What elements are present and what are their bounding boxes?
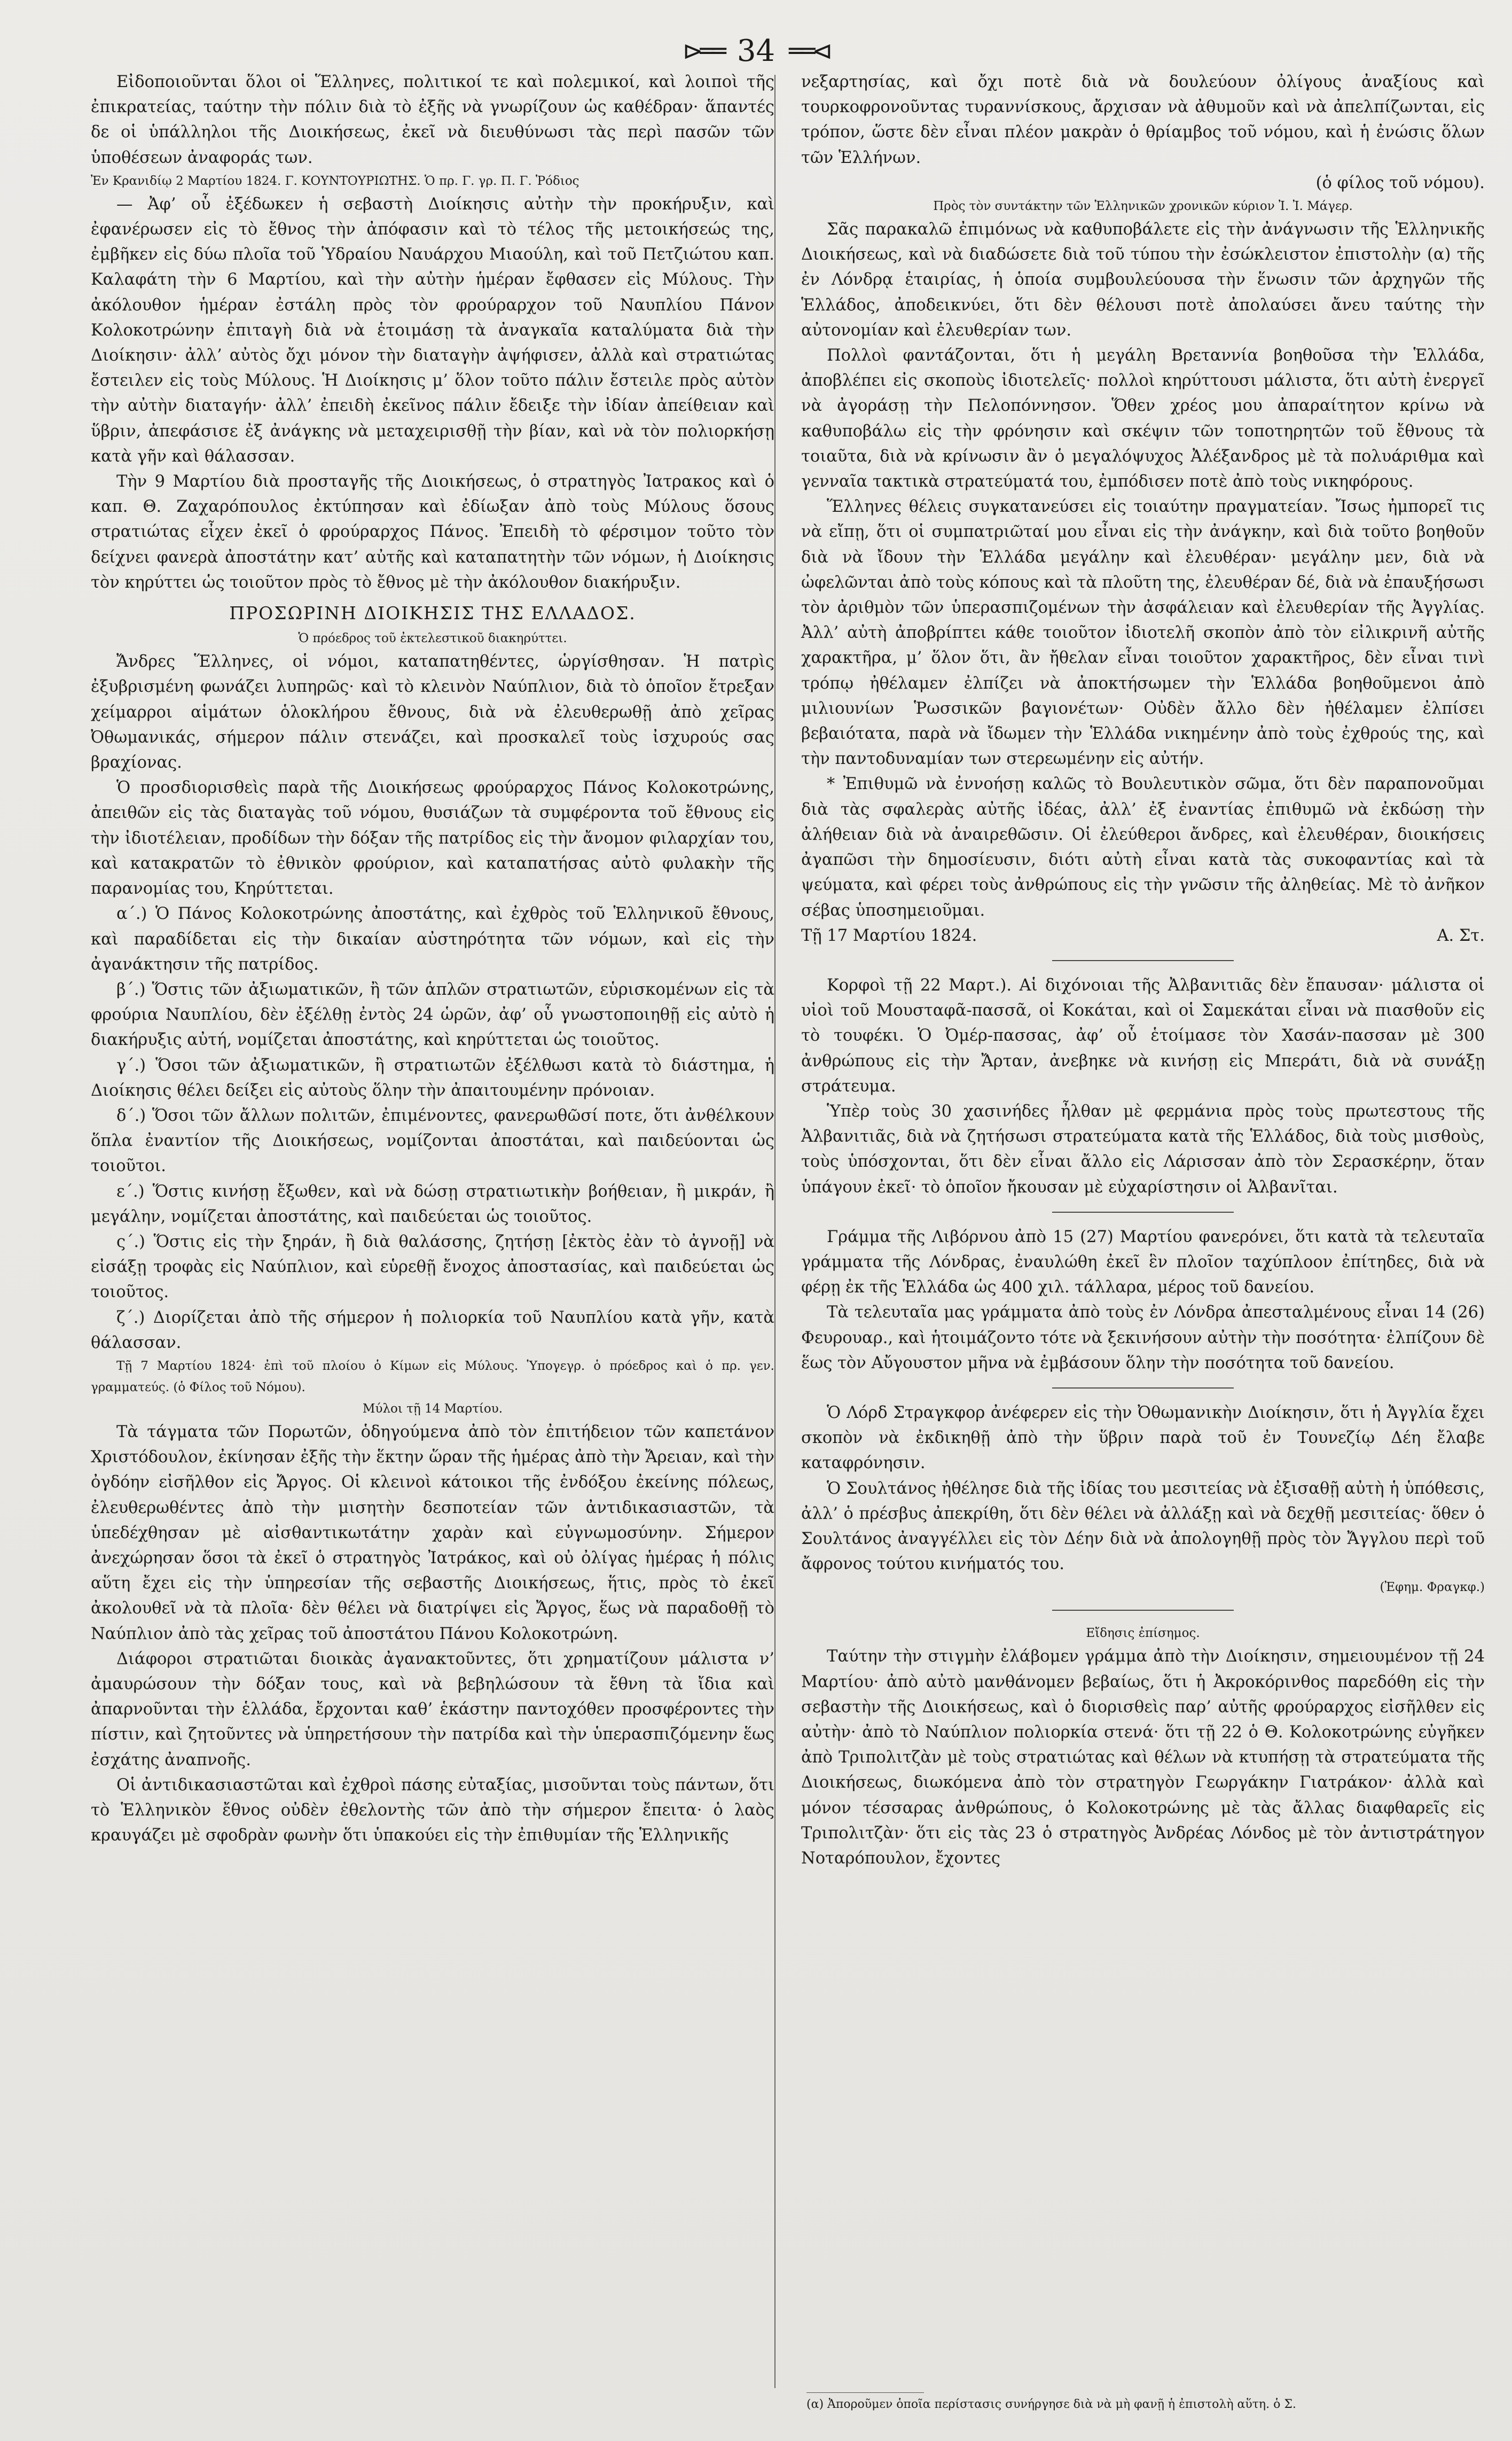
proclamation-heading: ΠΡΟΣΩΡΙΝΗ ΔΙΟΙΚΗΣΙΣ ΤΗΣ ΕΛΛΑΔΟΣ. xyxy=(229,603,636,624)
section-rule xyxy=(1052,960,1234,961)
left-paragraph-7: Διάφοροι στρατιῶται διοικὰς ἀγανακτοῦντες, ὅτι χρηματίζουν μάλιστα ν’ ἀμαυρώσουν τὴν δόξαν τους, καὶ νὰ βεβηλώσουν τὰ ἔθνη τὰ ἴδια καὶ ἀπαρνοῦνται τὴν ἑλλάδα, ἔρχονται καθ’ ἑκάστην παντοχόθεν προσφέροντες τὴν πίστιν, καὶ ζητοῦντες νὰ ὑπηρετήσουν τὴν πατρίδα καὶ τὴν ὑπερασπιζόμενην ἕως ἐσχάτης ἀναπνοῆς. xyxy=(91,1649,774,1769)
letter-title: Πρὸς τὸν συντάκτην τῶν Ἑλληνικῶν χρονικῶν κύριον Ἰ. Ἰ. Μάγερ. xyxy=(933,199,1353,214)
letter-date: Τῇ 17 Μαρτίου 1824. xyxy=(801,926,977,945)
column-divider xyxy=(774,75,775,2388)
right-paragraph-1-signature: (ὁ φίλος τοῦ νόμου). xyxy=(1315,173,1485,192)
page-number: 34 xyxy=(737,33,775,68)
letter-signature-row xyxy=(801,923,1485,948)
proclamation-item: ε΄.) Ὅστις κινήσῃ ἔξωθεν, καὶ νὰ δώσῃ στρατιωτικὴν βοήθειαν, ἢ μικράν, ἢ μεγάλην, νομίζεται ἀποστάτης, καὶ παιδεύεται ὡς τοιοῦτος. xyxy=(91,1182,774,1226)
right-paragraph-4: Ἕλληνες θέλεις συγκατανεύσει εἰς τοιαύτην πραγματείαν. Ἴσως ἠμπορεῖ τις νὰ εἴπῃ, ὅτι οἱ συμπατριῶταί μου εἶναι εἰς τὴν ἀνάγκην, καὶ διὰ τοῦτο βοηθοῦν διὰ νὰ ἴδουν τὴν Ἑλλάδα μεγάλην καὶ ἐλευθέραν· μεγάλην μεν, διὰ νὰ ὠφελῶνται ἀπὸ τοὺς κόπους καὶ τὰ πλοῦτη της, ἐλευθέραν δέ, διὰ νὰ ἐπαυξήσωσι τὸν ἀριθμὸν τῶν ὑπερασπιζομένων τὴν ἀσφάλειαν καὶ ἐλευθερίαν τῆς Ἀγγλίας. Ἀλλ’ αὐτὴ ἀποβρίπτει κάθε τοιοῦτον ἰδιοτελῆ σκοπὸν ἀπὸ τὸν εἰλικρινῆ αὐτῆς χαρακτῆρα, μ’ ὅλον ὅτι, ἂν ἤθελαν εἶναι τοιοῦτον χαρακτῆρος, δὲν εἶναι τινὶ τρόπῳ ἠθέλαμεν ἐλπίζει νὰ ἀποκτήσωμεν τὴν Ἑλλάδα βοηθοῦμενοι ἀπὸ μιλιουνίων Ῥωσσικῶν βαγιονέτων· Οὐδὲν ἄλλο δὲν ἠθέλαμεν ἐλπίσει βεβαιότατα, παρὰ νὰ ἴδωμεν τὴν Ἑλλάδα νικημένην ἀπὸ τοὺς ἐχθρούς της, καὶ τὴν παντοδυναμίαν των στερεωμένην εἰς αὐτήν. xyxy=(801,497,1485,769)
page-header xyxy=(0,29,1512,72)
letter-signature: Α. Στ. xyxy=(1437,926,1485,945)
footnote-rule xyxy=(806,2392,924,2393)
right-paragraph-2: Σᾶς παρακαλῶ ἐπιμόνως νὰ καθυποβάλετε εἰς τὴν ἀνάγνωσιν τῆς Ἑλληνικῆς Διοικήσεως, καὶ νὰ διαδώσετε διὰ τοῦ τύπου τὴν ἐσώκλειστον ἐπιστολὴν (α) τῆς ἐν Λόνδρᾳ ἑταιρίας, ἡ ὁποία συμβουλεύουσα τὴν ἕνωσιν τῶν ἀρχηγῶν τῆς Ἑλλάδος, ἀποδεικνύει, ὅτι δὲν θέλουσι ποτὲ ἀπολαύσει ἄνευ ταύτης τὴν αὐτονομίαν καὶ ἐλευθερίαν των. xyxy=(801,220,1485,340)
dateline-mylos: Μύλοι τῇ 14 Μαρτίου. xyxy=(362,1401,503,1416)
right-paragraph-9: Τὰ τελευταῖα μας γράμματα ἀπὸ τοὺς ἐν Λόνδρα ἀπεσταλμένους εἶναι 14 (26) Φευρουαρ., καὶ ἡτοιμάζοντο τότε νὰ ξεκινήσουν αὐτὴν τὴν ποσότητα· ἐλπίζουν δὲ ἕως τὸν Αὔγουστον μῆνα νὰ ἐμβάσουν ὅλην τὴν ποσότητα τοῦ δανείου. xyxy=(801,1303,1485,1372)
section-rule xyxy=(1052,1610,1234,1611)
official-news-title: Εἴδησις ἐπίσημος. xyxy=(1086,1626,1200,1641)
left-paragraph-1: Εἰδοποιοῦνται ὅλοι οἱ Ἕλληνες, πολιτικοί τε καὶ πολεμικοί, καὶ λοιποὶ τῆς ἐπικρατείας, ταύτην τὴν πόλιν διὰ τὸ ἐξῆς νὰ γνωρίζουν ὡς καθέδραν· ἅπαντές δε οἱ ὑπάλληλοι τῆς Διοικήσεως, ἐκεῖ νὰ διευθύνωσι τὰς περὶ πασῶν τῶν ὑποθέσεων ἀναφοράς των. xyxy=(91,73,774,167)
proclamation-item: ζ΄.) Διορίζεται ἀπὸ τῆς σήμερον ἡ πολιορκία τοῦ Ναυπλίου κατὰ γῆν, κατὰ θάλασσαν. xyxy=(91,1308,774,1352)
left-paragraph-8: Οἱ ἀντιδικασιαστῶται καὶ ἐχθροὶ πάσης εὐταξίας, μισοῦνται τοὺς πάντων, ὅτι τὸ Ἑλληνικὸν ἔθνος οὐδὲν ἐθελοντὴς τῶν ἀπὸ τὴν σήμερον ἔπειτα· ὁ λαὸς κραυγάζει μὲ σφοδρὰν φωνὴν ὅτι ὑπακούει εἰς τὴν ἐπιθυμίαν τῆς Ἑλληνικῆς xyxy=(91,1775,774,1845)
proclamation-item: α΄.) Ὁ Πάνος Κολοκοτρώνης ἀποστάτης, καὶ ἐχθρὸς τοῦ Ἑλληνικοῦ ἔθνους, καὶ παραδίδεται εἰς τὴν δικαίαν αὐστηρότητα τῶν νόμων, καὶ εἰς τὴν ἀγανάκτησιν τῆς πατρίδος. xyxy=(91,904,774,974)
section-rule xyxy=(1052,1387,1234,1389)
proclamation-item: γ΄.) Ὅσοι τῶν ἀξιωματικῶν, ἢ στρατιωτῶν ἐξέλθωσι κατὰ τὸ διάστημα, ἡ Διοίκησις θέλει δείξει εἰς αὐτοὺς ὅλην τὴν ἀπαιτουμένην πρόνοιαν. xyxy=(91,1056,774,1100)
section-rule xyxy=(1052,1212,1234,1213)
right-paragraph-7: Ὑπὲρ τοὺς 30 χασινήδες ἦλθαν μὲ φερμάνια πρὸς τοὺς πρωτεστους τῆς Ἀλβανιτιᾶς, διὰ νὰ ζητήσωσι στρατεύματα κατὰ τῆς Ἑλλάδος, διὰ τοὺς μισθοὺς, τοὺς ὑπόσχονται, ὅτι δὲν εἶναι ἄλλο εἰς Λάρισσαν ἀπὸ τὸν Σερασκέρην, ὅταν ὑπάγουν ἐκεῖ· τὸ ὁποῖον ἤκουσαν μὲ εὐχαρίστησιν οἱ Ἀλβανῖται. xyxy=(801,1102,1485,1197)
right-paragraph-8: Γράμμα τῆς Λιβόρνου ἀπὸ 15 (27) Μαρτίου φανερόνει, ὅτι κατὰ τὰ τελευταῖα γράμματα τῆς Λόνδρας, ἐναυλώθη ἐκεῖ ἓν πλοῖον ταχύπλοον ἐπίτηδες, διὰ νὰ φέρῃ ἐκ τῆς Ἑλλάδα ὡς 400 χιλ. τάλλαρα, μέρος τοῦ δανείου. xyxy=(801,1227,1485,1297)
footnote xyxy=(806,2392,1447,2413)
proclamation-subheading: Ὁ πρόεδρος τοῦ ἐκτελεστικοῦ διακηρύττει. xyxy=(298,631,567,646)
right-paragraph-6: Κορφοὶ τῇ 22 Μαρτ.). Αἱ διχόνοιαι τῆς Ἀλβανιτιᾶς δὲν ἔπαυσαν· μάλιστα οἱ υἱοὶ τοῦ Μουσταφᾶ-πασσᾶ, οἱ Κοκάται, καὶ οἱ Σαμεκάται εἶναι νὰ πιασθοῦν εἰς τὸ τουφέκι. Ὁ Ὀμέρ-πασσας, ἀφ’ οὗ ἑτοίμασε τὸν Χασάν-πασσαν μὲ 300 ἀνθρώπους εἰς τὴν Ἄρταν, ἀνεβηκε νὰ κινήσῃ εἰς Μπεράτι, διὰ νὰ συνάξῃ στράτευμα. xyxy=(801,976,1485,1096)
ornament-left: ⊳══ xyxy=(682,36,723,65)
footnote-text: (α) Ἀποροῦμεν ὁποῖα περίστασις συνήργησε διὰ νὰ μὴ φανῇ ἡ ἐπιστολὴ αὕτη. ὁ Σ. xyxy=(806,2398,1296,2411)
left-paragraph-6: Τὰ τάγματα τῶν Πορωτῶν, ὁδηγούμενα ἀπὸ τὸν ἐπιτήδειον τῶν καπετάνον Χριστόδουλον, ἐκίνησαν ἐξῆς τὴν ἕκτην ὥραν τῆς ἡμέρας ἀπὸ τὴν Ἄρειαν, καὶ τὴν ὀγδόην εἰσῆλθον εἰς Ἄργος. Οἱ κλεινοὶ κάτοικοι τῆς ἐνδόξου ἐκείνης πόλεως, ἐλευθερωθέντες ἀπὸ τὴν μισητὴν δεσποτείαν τῶν ἀντιδικασιαστῶν, τὰ ὑπεδέχθησαν μὲ αἰσθαντικωτάτην χαρὰν καὶ εὐγνωμοσύνην. Σήμερον ἀνεχώρησαν ὅσοι τὰ ἐκεῖ ὁ στρατηγὸς Ἰατράκος, καὶ οὐ ὀλίγας ἡμέρας ἡ πόλις αὕτη ἔχει εἰς τὴν ὑπηρεσίαν τῆς σεβαστῆς Διοικήσεως, ἥτις, πρὸς τὸ ἐκεῖ ἀκολουθεῖ νὰ τὰ πλοῖα· δὲν θέλει νὰ διατρίψει εἰς Ἄργος, ἕως νὰ παραδοθῇ τὸ Ναύπλιον ἀπὸ τὰς χεῖρας τοῦ ἀποστάτου Πάνου Κολοκοτρώνη. xyxy=(91,1422,774,1643)
right-paragraph-11-source: (Ἐφημ. Φραγκφ.) xyxy=(1380,1580,1485,1595)
right-paragraph-1: νεξαρτησίας, καὶ ὄχι ποτὲ διὰ νὰ δουλεύουν ὀλίγους ἀναξίους καὶ τουρκοφρονοῦντας τυραννίσκους, ἄρχισαν νὰ ἀθυμοῦν καὶ νὰ ἀπελπίζωνται, εἰς τρόπον, ὥστε δὲν εἶναι πλέον μακρὰν ὁ θρίαμβος τοῦ νόμου, καὶ ἡ ἐνώσις ὅλων τῶν Ἑλλήνων. xyxy=(801,73,1485,167)
left-paragraph-2: — Ἀφ’ οὗ ἐξέδωκεν ἡ σεβαστὴ Διοίκησις αὐτὴν τὴν προκήρυξιν, καὶ ἐφανέρωσεν εἰς τὸ ἔθνος τὴν ἀπόφασιν καὶ τὸ τέλος τῆς μετοικήσεώς της, ἐμβῆκεν εἰς δύω πλοῖα τοῦ Ὑδραίου Ναυάρχου Μιαούλη, καὶ τοῦ Πετζιώτου καπ. Καλαφάτη τὴν 6 Μαρτίου, καὶ τὴν αὐτὴν ἡμέραν ἔφθασεν εἰς Μύλους. Τὴν ἀκόλουθον ἡμέραν ἐστάλη πρὸς τὸν φρούραρχον τοῦ Ναυπλίου Πάνον Κολοκοτρώνην ἐπιταγὴ διὰ νὰ ἑτοιμάσῃ τὰ ἀναγκαῖα καταλύματα διὰ τὴν Διοίκησιν· ἀλλ’ αὐτὸς ὄχι μόνον τὴν διαταγὴν ἀψήφισεν, ἀλλὰ καὶ στρατιώτας ἔστειλεν εἰς τοὺς Μύλους. Ἡ Διοίκησις μ’ ὅλον τοῦτο πάλιν ἔστειλε πρὸς αὐτὸν τὴν αὐτὴν διαταγήν· ἀλλ’ ἐπειδὴ ἐκεῖνος πάλιν ἔδειξε τὴν ἰδίαν ἀπείθειαν καὶ ὕβριν, ἀπεφάσισε ἐξ ἀνάγκης νὰ μεταχειρισθῇ τὴν βίαν, καὶ νὰ τὸν πολιορκήσῃ κατὰ γῆν καὶ θάλασσαν. xyxy=(91,194,774,466)
left-date-line: Ἐν Κρανιδίῳ 2 Μαρτίου 1824. Γ. ΚΟΥΝΤΟΥΡΙΩΤΗΣ. Ὁ πρ. Γ. γρ. Π. Γ. Ῥόδιος xyxy=(91,174,579,188)
right-paragraph-12: Ταύτην τὴν στιγμὴν ἐλάβομεν γράμμα ἀπὸ τὴν Διοίκησιν, σημειουμένον τῇ 24 Μαρτίου· ἀπὸ αὐτὸ μανθάνομεν βεβαίως, ὅτι ἡ Ἀκροκόρινθος παρεδόθη εἰς τὴν σεβαστὴν τῆς Διοικήσεως, καὶ ὁ διορισθεὶς παρ’ αὐτῆς φρούραρχος εἰσῆλθεν εἰς αὐτὴν· ἀπὸ τὸ Ναύπλιον πολιορκία στενά· ὅτι τῇ 22 ὁ Θ. Κολοκοτρώνης εὐγῆκεν ἀπὸ Τριπολιτζὰν μὲ τοὺς στρατιώτας καὶ θέλων νὰ κτυπήσῃ τὰ στρατεύματα τῆς Διοικήσεως, διωκόμενα ἀπὸ τὸν στρατηγὸν Γεωργάκην Γιατράκον· ἀλλὰ καὶ μόνον τέσσαρας ἀνθρώπους, ὁ Κολοκοτρώνης μὲ τὰς ἄλλας διαφθαρεῖς εἰς Τριπολιτζὰν· ὅτι εἰς τὰς 23 ὁ στρατηγὸς Ἀνδρέας Λόνδος μὲ τὸν ἀντιστράτηγον Νοταρόπουλον, ἔχοντες xyxy=(801,1647,1485,1868)
ornament-right: ══⊲ xyxy=(789,36,830,65)
right-paragraph-3: Πολλοὶ φαντάζονται, ὅτι ἡ μεγάλη Βρεταννία βοηθοῦσα τὴν Ἑλλάδα, ἀποβλέπει εἰς σκοποὺς ἰδιοτελεῖς· πολλοὶ κηρύττουσι μάλιστα, ὅτι αὐτὴ ἐνεργεῖ νὰ ἀγοράσῃ τὴν Πελοπόννησον. Ὅθεν χρέος μου ἀπαραίτητον κρίνω νὰ καθυποβάλω εἰς τὴν φρόνησιν καὶ σκέψιν τῶν τοποτηρητῶν τοῦ ἔθνους τὰ τοιαῦτα, διὰ νὰ κρίνωσιν ἂν ὁ μεγαλόψυχος Ἀλέξανδρος μὲ τὰ πολυάριθμα καὶ γενναῖα τακτικὰ στρατεύματά του, ἐμπόδισεν ποτὲ ἀπὸ τοὺς νικηφόρους. xyxy=(801,346,1485,492)
left-paragraph-3: Τὴν 9 Μαρτίου διὰ προσταγῆς τῆς Διοικήσεως, ὁ στρατηγὸς Ἰατρακος καὶ ὁ καπ. Θ. Ζαχαρόπουλος ἐκτύπησαν καὶ ἐδίωξαν ἀπὸ τοὺς Μύλους ὅσους στρατιώτας εἶχεν ἐκεῖ ὁ φρούραρχος Πάνος. Ἐπειδὴ τὸ φέρσιμον τοῦτο τὸν δείχνει φανερὰ ἀποστάτην κατ’ αὐτῆς καὶ καταπατητὴν τῶν νόμων, ἡ Διοίκησις τὸν κηρύττει ὡς τοιοῦτον πρὸς τὸ ἔθνος μὲ τὴν ἀκόλουθον διακήρυξιν. xyxy=(91,472,774,592)
right-paragraph-5: * Ἐπιθυμῶ νὰ ἐννοήσῃ καλῶς τὸ Βουλευτικὸν σῶμα, ὅτι δὲν παραπονοῦμαι διὰ τὰς σφαλερὰς αὐτῆς ἰδέας, ἀλλ’ ἐξ ἐναντίας ἐπιθυμῶ νὰ ἐκδώσῃ τὴν ἀλήθειαν διὰ νὰ ἀναιρεθῶσιν. Οἱ ἐλεύθεροι ἄνδρες, καὶ ἐλευθέραν, διοικήσεις ἀγαπῶσι τὴν δημοσίευσιν, διότι αὐτὴ εἶναι κατὰ τὰς συκοφαντίας καὶ τὰ ψεύματα, καὶ φέρει τοὺς ἀνθρώπους εἰς τὴν γνῶσιν τῆς ἀληθείας. Μὲ τὸ ἀνῆκον σέβας ὑποσημειοῦμαι. xyxy=(801,775,1485,920)
proclamation-item: ς΄.) Ὅστις εἰς τὴν ξηράν, ἢ διὰ θαλάσσης, ζητήσῃ [ἐκτὸς ἐὰν τὸ ἀγνοῇ] νὰ εἰσάξῃ τροφὰς εἰς Ναύπλιον, καὶ εὑρεθῇ ἔνοχος ἀποστασίας, καὶ παιδεύεται ὡς τοιοῦτος. xyxy=(91,1232,774,1302)
proclamation-signature: Τῇ 7 Μαρτίου 1824· ἐπὶ τοῦ πλοίου ὁ Κίμων εἰς Μύλους. Ὑπογεγρ. ὁ πρόεδρος καὶ ὁ πρ. γεν. γραμματεύς. (ὁ Φίλος τοῦ Νόμου). xyxy=(91,1359,774,1394)
left-paragraph-5: Ὁ προσδιορισθεὶς παρὰ τῆς Διοικήσεως φρούραρχος Πάνος Κολοκοτρώνης, ἀπειθῶν εἰς τὰς διαταγὰς τοῦ νόμου, θυσιάζων τὰ συμφέροντα τοῦ ἔθνους εἰς τὴν ἰδιοτέλειαν, προδίδων τὴν δόξαν τῆς πατρίδος εἰς τὴν ἄνομον φιλαρχίαν του, καὶ κατακρατῶν τὸ ἐθνικὸν φρούριον, καὶ καταπατήσας αὐτὸ φυλακὴν τῆς παρανομίας του, Κηρύττεται. xyxy=(91,778,774,899)
left-column xyxy=(91,69,774,1848)
right-paragraph-11: Ὁ Σουλτάνος ἠθέλησε διὰ τῆς ἰδίας του μεσιτείας νὰ ἐξισαθῇ αὐτὴ ἡ ὑπόθεσις, ἀλλ’ ὁ πρέσβυς ἀπεκρίθη, ὅτι δὲν θέλει νὰ ἀλλάξῃ καὶ νὰ δεχθῇ μεσιτείας· ὅθεν ὁ Σουλτάνος ἀναγγέλλει εἰς τὸν Δέην διὰ νὰ ἀπολογηθῇ πρὸς τὸν Ἄγγλου περὶ τοῦ ἄφρονος τούτου κινήματός του. xyxy=(801,1479,1485,1574)
right-column xyxy=(801,69,1485,1871)
proclamation-item: β΄.) Ὅστις τῶν ἀξιωματικῶν, ἢ τῶν ἁπλῶν στρατιωτῶν, εὑρισκομένων εἰς τὰ φρούρια Ναυπλίου, δὲν ἐξέλθῃ ἐντὸς 24 ὡρῶν, ἀφ’ οὗ γνωστοποιηθῇ εἰς αὐτὸ ἡ διακήρυξις αὐτή, νομίζεται ἀποστάτης, καὶ κηρύττεται ὡς τοιοῦτος. xyxy=(91,980,774,1050)
right-paragraph-10: Ὁ Λόρδ Στραγκφορ ἀνέφερεν εἰς τὴν Ὀθωμανικὴν Διοίκησιν, ὅτι ἡ Ἀγγλία ἔχει σκοπὸν νὰ ἐκδικηθῇ ἀπὸ τὴν ὕβριν παρὰ τοῦ ἐν Τουνεζίῳ Δέη ἔλαβε καταφρόνησιν. xyxy=(801,1403,1485,1473)
left-paragraph-4: Ἄνδρες Ἕλληνες, οἱ νόμοι, καταπατηθέντες, ὡργίσθησαν. Ἡ πατρὶς ἐξυβρισμένη φωνάζει λυπηρῶς· καὶ τὸ κλεινὸν Ναύπλιον, διὰ τὸ ὁποῖον ἔτρεξαν χείμαρροι αἱμάτων ὁλοκλήρου ἔθνους, διὰ νὰ ἐλευθερωθῇ ἀπὸ χεῖρας Ὀθωμανικάς, σήμερον πάλιν στενάζει, καὶ προσκαλεῖ τοὺς ἰσχυρούς σας βραχίονας. xyxy=(91,652,774,773)
proclamation-item: δ΄.) Ὅσοι τῶν ἄλλων πολιτῶν, ἐπιμένοντες, φανερωθῶσί ποτε, ὅτι ἀνθέλκουν ὅπλα ἐναντίον τῆς Διοικήσεως, νομίζονται ἀποστάται, καὶ παιδεύονται ὡς τοιοῦτοι. xyxy=(91,1106,774,1176)
